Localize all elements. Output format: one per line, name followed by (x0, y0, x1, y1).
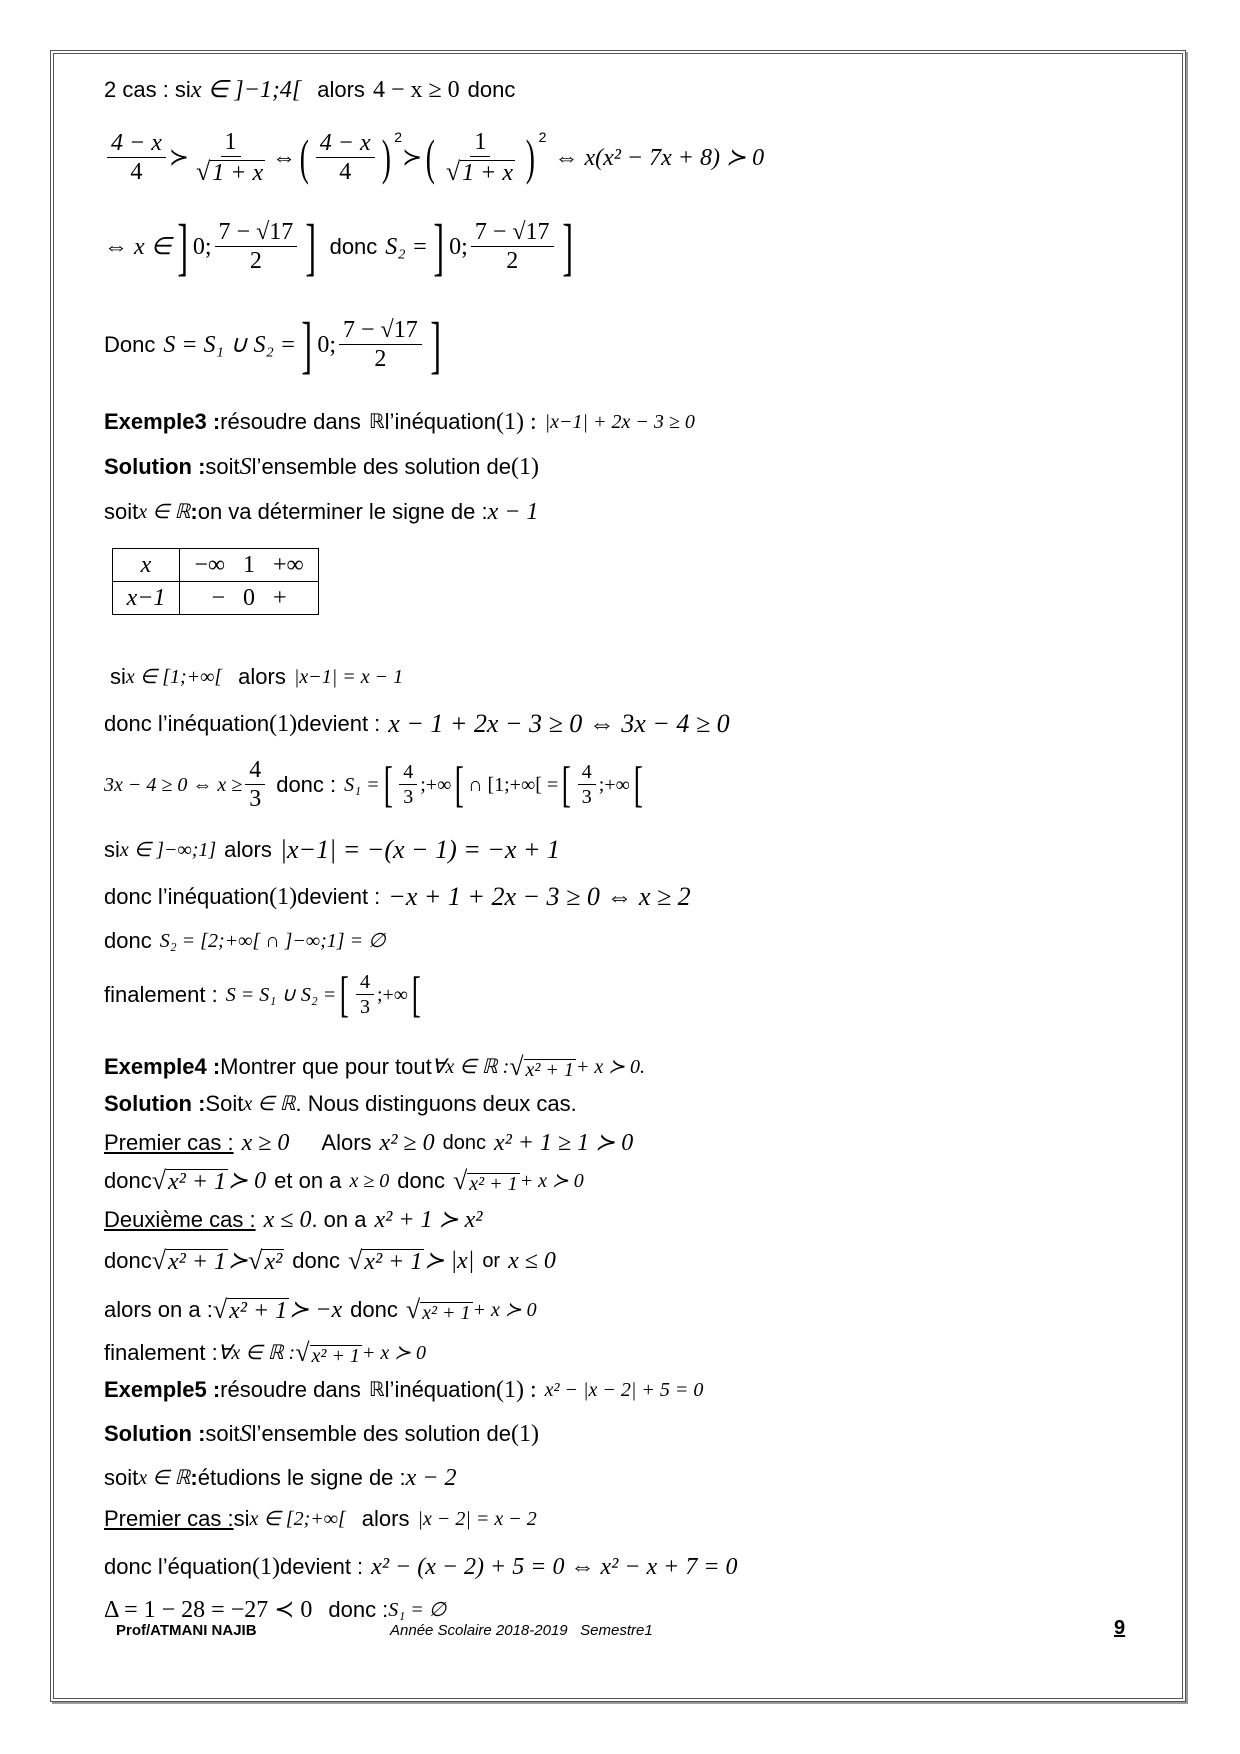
text: Soit (205, 1091, 244, 1116)
math: ≻ 0 (228, 1168, 267, 1194)
math: x ∈ [1;+∞[ (125, 666, 223, 688)
math: (1) (252, 1554, 280, 1580)
case-label: Premier cas : (104, 1130, 234, 1155)
math-line: ⇔ x ∈ ] 0; $\frac{7 - √17}{2}$ ] donc S₂ = ] 0; $\frac{7 - √17}{2}$ ] (104, 211, 573, 282)
math: ⇔ (272, 144, 297, 171)
reals-symbol: ℝ (368, 1379, 385, 1401)
math: ≻ |x| (424, 1248, 475, 1274)
math: ⇔ x ∈ (104, 233, 172, 260)
text-line (104, 1248, 556, 1274)
text: on va déterminer le signe de : (197, 499, 488, 524)
page-number: 9 (1114, 1617, 1126, 1639)
text: donc (397, 1168, 446, 1193)
text: l’inéquation (384, 409, 496, 434)
example-heading (104, 1378, 703, 1402)
math: (1) (510, 454, 539, 480)
text: . on a (311, 1207, 367, 1232)
math-line: Donc S = S₁ ∪ S₂ = ] 0; $\frac{7 - √17}{2}$ ] (104, 309, 441, 380)
math: ⇔ x(x² − 7x + 8) ≻ 0 (554, 144, 765, 171)
fraction: 1 √ 1 + x (445, 129, 513, 186)
text: Montrer que pour tout (220, 1054, 432, 1079)
text: or (482, 1250, 501, 1272)
text: alors on a : (104, 1297, 213, 1322)
math: x² ≥ 0 (379, 1130, 435, 1156)
text: soit (104, 1465, 139, 1490)
text: donc (104, 928, 152, 953)
fraction: $\frac{4}{3}$ (356, 972, 374, 1017)
math: x − 2 (405, 1465, 457, 1491)
text-line (104, 1131, 633, 1155)
table-cell: x−1 (113, 582, 180, 615)
math: x² + 1 ≻ x² (374, 1207, 483, 1233)
text: Alors (321, 1130, 372, 1155)
square-root: √ x² + 1 (295, 1338, 360, 1367)
math: 4 − x ≥ 0 (372, 77, 460, 103)
text-line (104, 1466, 457, 1490)
square-root: √ x² + 1 (453, 1166, 518, 1195)
math: x ≤ 0 (263, 1207, 312, 1233)
text: si (110, 664, 126, 689)
text: : (190, 499, 198, 524)
math: (1) : (495, 409, 537, 435)
math: S₂ = (385, 233, 428, 260)
text: soit (205, 1421, 240, 1446)
text-line (104, 78, 515, 102)
math: x² − (x − 2) + 5 = 0 ⇔ x² − x + 7 = 0 (371, 1554, 738, 1580)
text: devient : (297, 711, 381, 736)
text-line (104, 1093, 577, 1115)
text-line (104, 1555, 738, 1579)
text: et on a (274, 1168, 342, 1193)
math: ∀x ∈ ℝ : (217, 1342, 296, 1364)
math-line: finalement : S = S₁ ∪ S₂ = [ $\frac{4}{3}$ ;+∞ [ (104, 966, 421, 1022)
fraction: $\frac{7 - √17}{2}$ (471, 220, 554, 273)
math: x ∈ ]−∞;1] (119, 839, 217, 861)
text-line (104, 500, 538, 524)
math: x ∈ [2;+∞[ (249, 1508, 346, 1530)
text: soit (104, 499, 139, 524)
example-heading (104, 410, 695, 434)
text: donc l’inéquation (104, 884, 270, 909)
fraction: $\frac{4}{3}$ (245, 758, 265, 811)
label: Exemple4 : (104, 1054, 221, 1079)
text-line (110, 666, 403, 688)
text: Donc (104, 331, 156, 357)
math: S (239, 454, 252, 480)
text: devient : (280, 1554, 364, 1579)
text-line (104, 1598, 446, 1622)
fraction: 1 √ 1 + x (195, 129, 264, 186)
math: ≻ −x (289, 1297, 343, 1323)
square-root: √ x² + 1 (151, 1246, 227, 1275)
text: si (104, 837, 120, 862)
math: x ≥ 0 (241, 1130, 290, 1156)
page-frame (50, 50, 1186, 1702)
text-line (104, 884, 691, 910)
math: S = S₁ ∪ S₂ = (163, 331, 297, 358)
fraction: $\frac{7 - √17}{2}$ (215, 220, 298, 273)
text: l’ensemble des solution de (251, 454, 511, 479)
table-cell: −∞ 1 +∞ (180, 549, 319, 582)
text: alors (238, 664, 286, 689)
text: donc (350, 1297, 398, 1322)
text: donc (104, 1168, 152, 1193)
math: |x−1| + 2x − 3 ≥ 0 (544, 411, 695, 433)
case-label: Premier cas : (104, 1506, 234, 1531)
math: (1) (510, 1421, 539, 1447)
math: x ∈ ℝ (243, 1093, 296, 1115)
math-line: 3x − 4 ≥ 0 ⇔ x ≥ $\frac{4}{3}$ donc : S₁ = [ $\frac{4}{3}$ ;+∞ [ ∩ [1;+∞[ = [ $\frac{4}{3}$ ;+∞ [ (104, 756, 643, 812)
math: ≻ (402, 144, 423, 171)
text-line (104, 930, 386, 952)
text-line (104, 1340, 426, 1366)
text: alors (317, 77, 365, 102)
text: donc : (328, 1597, 389, 1622)
footer-year: Année Scolaire 2018-2019 Semestre1 (390, 1622, 653, 1639)
math: S₁ = ∅ (388, 1599, 447, 1621)
math: x − 1 (487, 499, 539, 525)
math: x ∈ ℝ (138, 501, 191, 523)
text: soit (205, 454, 240, 479)
text-line (104, 1208, 483, 1232)
text-line (104, 1508, 537, 1530)
math: |x−1| = −(x − 1) = −x + 1 (279, 835, 560, 864)
text: 2 cas : si (104, 77, 191, 102)
text-line (104, 1422, 539, 1446)
text: donc l’inéquation (104, 711, 270, 736)
square-root: √ x² (248, 1246, 283, 1275)
text-line (104, 455, 539, 479)
text: devient : (297, 884, 381, 909)
math-line: $\frac{4 - x}{4}$ ≻ 1 √ 1 + x ⇔ ( $\frac{4 - x}{4}$ ) $^2$ ≻ ( 1 √ 1 + x ) $^2$ ⇔ x(x² − 7x + 8) ≻ 0 (104, 130, 764, 185)
table-row (113, 549, 319, 582)
sign-table (112, 548, 319, 615)
math: Δ = 1 − 28 = −27 ≺ 0 (104, 1597, 313, 1623)
text-line (104, 1297, 537, 1323)
math: S₂ = [2;+∞[ ∩ ]−∞;1] = ∅ (159, 930, 386, 952)
text: donc (104, 1248, 152, 1273)
math: x − 1 + 2x − 3 ≥ 0 ⇔ 3x − 4 ≥ 0 (388, 709, 730, 738)
fraction: $\frac{4 - x}{4}$ (316, 131, 375, 184)
fraction: $\frac{7 - √17}{2}$ (339, 318, 422, 371)
text: alors (361, 1506, 410, 1531)
text: finalement : (104, 981, 218, 1007)
math: x² + 1 ≥ 1 ≻ 0 (493, 1130, 634, 1156)
math: x² − |x − 2| + 5 = 0 (544, 1379, 704, 1401)
reals-symbol: ℝ (368, 411, 385, 433)
math: (1) (269, 711, 298, 737)
math: (1) : (495, 1377, 537, 1403)
math: ≻ (228, 1248, 249, 1274)
text: . Nous distinguons deux cas. (295, 1091, 577, 1116)
text: donc (467, 77, 516, 102)
text: : (190, 1465, 198, 1490)
example-heading (104, 1054, 645, 1080)
text: résoudre dans (220, 409, 361, 434)
label: Solution : (104, 1091, 206, 1116)
math: + x ≻ 0 (472, 1299, 537, 1321)
case-label: Deuxième cas : (104, 1207, 256, 1232)
math: S (239, 1421, 252, 1447)
math: ∩ [1;+∞[ = (468, 773, 559, 796)
footer-author: Prof/ATMANI NAJIB (116, 1622, 257, 1639)
math: −x + 1 + 2x − 3 ≥ 0 ⇔ x ≥ 2 (388, 882, 691, 911)
math: 3x − 4 ≥ 0 ⇔ x ≥ (104, 773, 243, 796)
table-cell: − 0 + (180, 582, 319, 615)
math: ≻ (168, 144, 189, 171)
math: |x − 2| = x − 2 (417, 1508, 537, 1530)
square-root: √ x² + 1 (509, 1052, 574, 1081)
math: x ≤ 0 (508, 1248, 556, 1274)
table-cell: x (113, 549, 180, 582)
math: x ∈ ℝ (138, 1467, 191, 1489)
label: Solution : (104, 1421, 206, 1446)
fraction: $\frac{4}{3}$ (399, 762, 417, 807)
text: résoudre dans (220, 1377, 361, 1402)
text: l’inéquation (384, 1377, 496, 1402)
fraction: $\frac{4}{3}$ (578, 762, 596, 807)
text: donc (292, 1248, 341, 1273)
table-row (113, 582, 319, 615)
math: S₁ = (344, 773, 380, 796)
square-root: √ x² + 1 (151, 1166, 227, 1195)
label: Exemple5 : (104, 1377, 221, 1402)
math: + x ≻ 0 (519, 1170, 584, 1192)
text: si (233, 1506, 250, 1531)
text: finalement : (104, 1340, 218, 1365)
math: ∀x ∈ ℝ : (431, 1056, 510, 1078)
square-root: √ x² + 1 (348, 1246, 423, 1275)
text-line (104, 711, 730, 737)
math: S = S₁ ∪ S₂ = (225, 983, 337, 1006)
text: donc (442, 1132, 486, 1154)
text: étudions le signe de : (197, 1465, 406, 1490)
text-line (104, 837, 560, 863)
text: l’ensemble des solution de (251, 1421, 511, 1446)
text: donc l’équation (104, 1554, 253, 1579)
label: Exemple3 : (104, 409, 221, 434)
text: donc (329, 233, 378, 259)
text: donc : (276, 771, 337, 797)
math: x ∈ ]−1;4[ (190, 77, 302, 103)
math: |x−1| = x − 1 (293, 666, 404, 688)
square-root: √ x² + 1 (405, 1295, 471, 1324)
fraction: $\frac{4 - x}{4}$ (107, 131, 166, 184)
math: x ≥ 0 (349, 1170, 390, 1192)
math: + x ≻ 0 (361, 1342, 427, 1364)
text: alors (224, 837, 272, 862)
math: (1) (269, 884, 298, 910)
label: Solution : (104, 454, 206, 479)
square-root: √ x² + 1 (212, 1295, 288, 1324)
math: + x ≻ 0. (575, 1056, 646, 1078)
text-line (104, 1168, 584, 1194)
